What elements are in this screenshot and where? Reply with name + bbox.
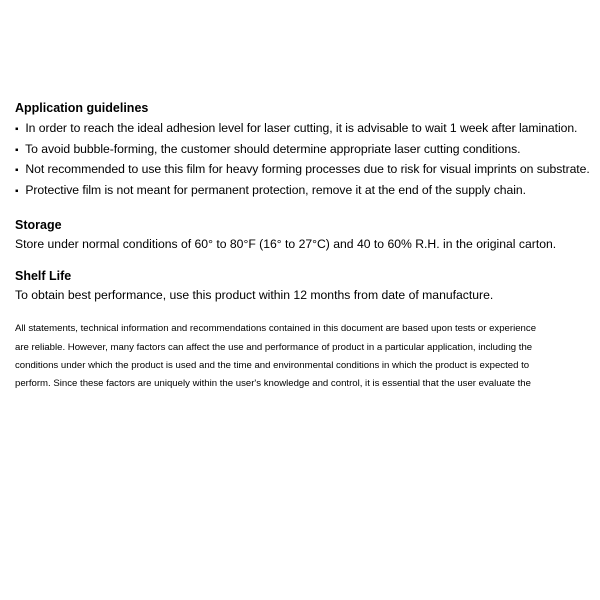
storage-section (15, 218, 590, 253)
shelf-life-text: To obtain best performance, use this product within 12 months from date of manufacture. (15, 288, 494, 303)
disclaimer-line: are reliable. However, many factors can affect the use and performance of product in a particular application, including the (15, 341, 533, 353)
bullet-icon: ▪ (15, 185, 19, 197)
list-item: ▪ Not recommended to use this film for heavy forming processes due to risk for visual imprints on substrate. (15, 160, 590, 181)
application-guidelines-title: Application guidelines (15, 101, 149, 115)
disclaimer-paragraph (15, 320, 588, 393)
list-item: ▪ In order to reach the ideal adhesion level for laser cutting, it is advisable to wait 1 week after lamination. (15, 119, 590, 140)
storage-title: Storage (15, 218, 62, 233)
storage-text: Store under normal conditions of 60° to 80°F (16° to 27°C) and 40 to 60% R.H. in the original carton. (15, 237, 557, 252)
bullet-icon: ▪ (15, 144, 19, 156)
shelf-life-title: Shelf Life (15, 269, 72, 284)
bullet-icon: ▪ (15, 124, 19, 135)
list-item: ▪ To avoid bubble-forming, the customer should determine appropriate laser cutting conditions. (15, 140, 590, 161)
disclaimer-line: All statements, technical information and recommendations contained in this document are based upon tests or experience (15, 323, 537, 335)
application-guidelines-section (15, 101, 590, 201)
disclaimer-line: perform. Since these factors are uniquely within the user's knowledge and control, it is essential that the user evaluate the (15, 377, 531, 389)
document-body (15, 101, 590, 393)
bullet-icon: ▪ (15, 165, 19, 177)
shelf-life-section (15, 269, 590, 304)
disclaimer-line: conditions under which the product is used and the time and environmental conditions in which the product is expected to (15, 359, 530, 371)
list-item: ▪ Protective film is not meant for permanent protection, remove it at the end of the supply chain. (15, 181, 590, 202)
application-guidelines-list (15, 119, 590, 201)
